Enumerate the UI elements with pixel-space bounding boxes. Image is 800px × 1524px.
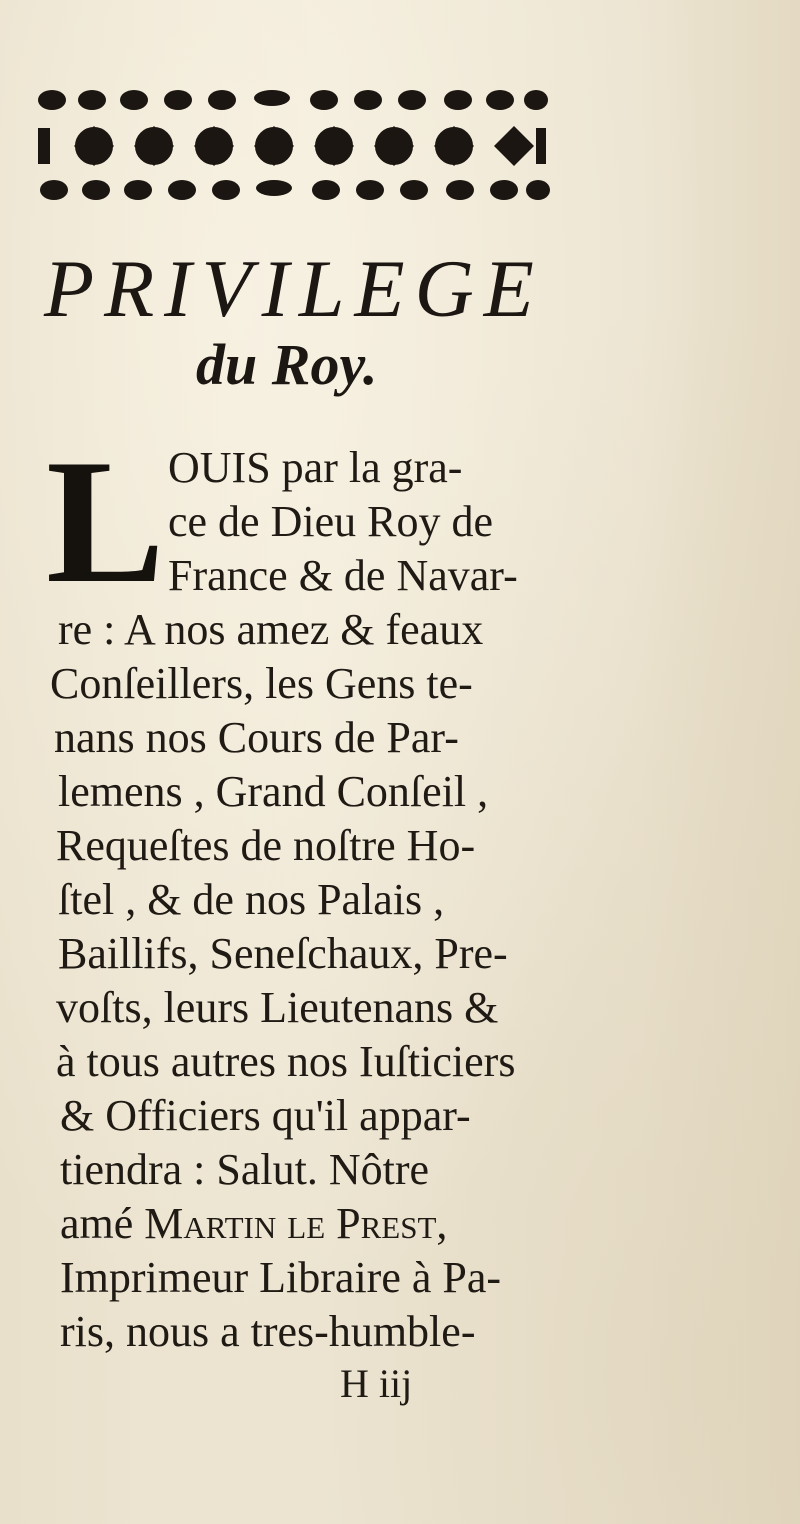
text-line: Imprimeur Libraire à Pa- [60,1253,502,1302]
text-line: à tous autres nos Iuſticiers [56,1037,516,1086]
text-line: re : A nos amez & feaux [58,605,484,654]
text-line: voſts, leurs Lieutenans & [56,983,499,1032]
text-fragment: amé [60,1199,145,1248]
text-line: ce de Dieu Roy de [168,497,493,546]
text-line: Conſeillers, les Gens te- [50,659,473,708]
text-line: OUIS par la gra- [168,443,463,492]
fleuron-row-bottom [40,180,550,200]
text-line: Requeſtes de noſtre Ho- [56,821,476,870]
text-line-printer [60,1199,448,1248]
text-line: ris, nous a tres-humble- [60,1307,476,1356]
fleuron-row-top [38,90,548,110]
text-line: Baillifs, Seneſchaux, Pre- [58,929,508,978]
drop-cap: L [46,422,165,620]
signature-mark: H iij [340,1361,413,1406]
text-line: lemens , Grand Conſeil , [58,767,489,816]
text-line: & Officiers qu'il appar- [60,1091,471,1140]
text-line: nans nos Cours de Par- [54,713,459,762]
page-subtitle: du Roy. [196,332,378,397]
ornamental-headband [34,78,550,210]
text-fragment: , [436,1199,448,1248]
page-title: PRIVILEGE [44,243,544,334]
fleuron-row-middle [38,126,546,166]
text-line: France & de Navar- [168,551,518,600]
text-line: ſtel , & de nos Palais , [58,875,445,924]
text-line: tiendra : Salut. Nôtre [60,1145,430,1194]
printer-name: Martin le Prest [144,1199,437,1248]
